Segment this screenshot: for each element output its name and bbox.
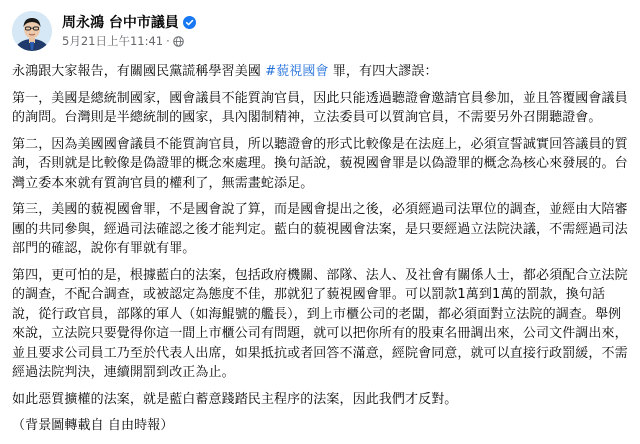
avatar-portrait-icon xyxy=(12,11,52,51)
post-paragraph-3: 第三，美國的藐視國會罪，不是國會說了算，而是國會提出之後，必須經過司法單位的調查，並經由大陪審團的共同參與，經過司法確認之後才能判定。藍白的藐視國會法案，是只要經過立法院決議，不需經過司法部門的確認，說你有罪就有罪。 xyxy=(12,202,628,256)
post-paragraph-2: 第二，因為美國國會議員不能質詢官員，所以聽證會的形式比較像是在法庭上，必須宣誓誠實回答議員的質詢，否則就是比較像是偽證罪的概念來處理。換句話說，藐視國會罪是以偽證罪的概念為核心來發展的。台灣立委本來就有質詢官員的權利了，無需畫蛇添足。 xyxy=(12,136,628,191)
post-paragraph-1: 第一，美國是總統制國家，國會議員不能質詢官員，因此只能透過聽證會邀請官員參加，並且答覆國會議員的詢問。台灣則是半總統制的國家，具內閣制精神，立法委員可以質詢官員，不需要另外召開聽證會。 xyxy=(12,90,628,125)
author-name[interactable]: 周永鴻 台中市議員 xyxy=(62,14,179,31)
post-paragraph-4: 第四，更可怕的是，根據藍白的法案，包括政府機關、部隊、法人、及社會有關係人士，都必須配合立法院的調查，不配合調查，或被認定為態度不佳，那就犯了藐視國會罪。可以罰款1萬到1萬的罰款，換句話說，從行政官員，部隊的軍人（如海鯤號的艦長），到上市櫃公司的老闆，都必須面對立法院的調查。舉例來說，立法院只要覺得你這一間上市櫃公司有問題，就可以把你所有的股東名冊調出來，公司文件調出來，並且要求公司員工乃至於代表人出席，如果抵抗或者回答不滿意，經院會同意，就可以直接行政罰緩，不需經過法院判決，連續開罰到改正為止。 xyxy=(12,267,628,380)
post-timestamp[interactable]: 5月21日上午11:41 xyxy=(62,33,164,48)
hashtag-link[interactable]: #藐視國會 xyxy=(265,64,329,79)
post-paragraph-6: （背景圖轉載自 自由時報） xyxy=(12,418,174,433)
post-body xyxy=(12,62,628,436)
verified-badge-icon xyxy=(183,16,196,29)
post-intro xyxy=(12,62,628,82)
intro-suffix: 罪，有四大謬誤： xyxy=(328,64,438,79)
separator-dot: · xyxy=(166,33,170,48)
globe-icon[interactable] xyxy=(173,35,184,46)
post-header xyxy=(12,8,628,54)
post-subline xyxy=(62,33,196,49)
post-meta xyxy=(62,14,196,49)
avatar[interactable] xyxy=(12,11,52,51)
post-paragraph-5: 如此惡質擴權的法案，就是藍白蓄意踐踏民主程序的法案，因此我們才反對。 xyxy=(12,391,458,407)
intro-prefix: 永鴻跟大家報告，有關國民黨謊稱學習美國 xyxy=(12,64,266,79)
author-name-row xyxy=(62,14,196,32)
